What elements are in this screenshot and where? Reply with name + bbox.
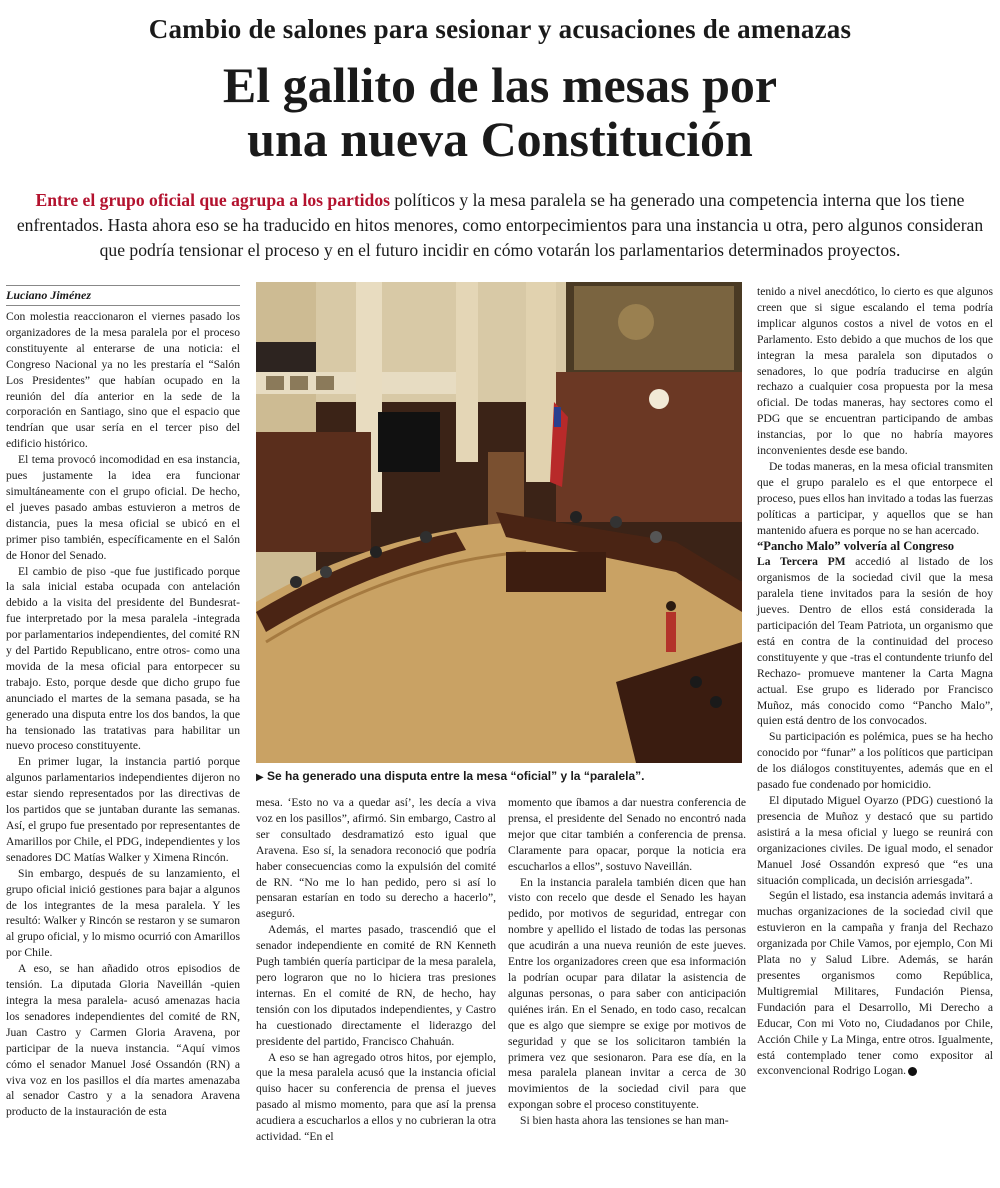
paragraph: tenido a nivel anecdótico, lo cierto es que algunos creen que si sigue escalando el tema podría implicar algunos costos a nivel de votos en el Parlamento. Esto debido a que muchos de los que integran la mesa paralela son diputados o senadores, lo que podría traducirse en algún rechazo a cualquier cosa propuesta por la mesa oficial. De todas maneras, hay sectores como el PDG que se encuentran participando de ambas instancias, por lo que no habría mayores inconvenientes desde ese bando. xyxy=(757,285,993,458)
publication-name: La Tercera PM xyxy=(757,555,846,569)
paragraph: En la instancia paralela también dicen que han visto con recelo que desde el Senado les hayan pedido, por motivos de seguridad, entregar con nombre y apellido el listado de todas las personas que acudirán a una nueva reunión de este jueves. Entre los organizadores creen que esa información la podrían ocupar para dilatar la asistencia de algunas personas, o para saber con anticipación quiénes irán. En el Senado, en todo caso, recalcan que es algo que siempre se exige por motivos de seguridad y que se los solicitaron también la primera vez que sesionaron. Para ese día, en la mesa paralela planean invitar a cerca de 30 movimientos de la sociedad civil para que expongan sobre el proceso constituyente. xyxy=(508,875,746,1112)
paragraph: El diputado Miguel Oyarzo (PDG) cuestionó la presencia de Muñoz y destacó que su partido asistirá a la mesa oficial y luego se reunirá con organizaciones civiles. De igual modo, el senador Manuel José Ossandón expresó que “es una situación complicada, un decisión arriesgada”. xyxy=(757,794,993,887)
byline: Luciano Jiménez xyxy=(6,285,240,306)
paragraph: De todas maneras, en la mesa oficial transmiten que el grupo paralelo es el que entorpece el proceso, pues ellos han invitado a todas las fuerzas políticas a participar, y aquellos que se han mantenido afuera es porque no se han acercado. xyxy=(757,459,993,537)
paragraph-text: Según el listado, esa instancia además invitará a muchas organizaciones de la sociedad civil que estuvieron en la campaña y franja del Rechazo organizada por Chile Vamos, por ejemplo, Con Mi Plata no y Salud Libre. Además, se harán presentes organismos como República, Multigremial Militares, Fundación Piensa, Fundación para el Desarrollo, Mi Derecho a Educar, Con mi Voto no, Ciudadanos por Chile, Acción Chile y La Minga, entre otros. Igualmente, está contemplado tener como expositor al exconvencional Rodrigo Logan. xyxy=(757,889,993,1078)
caption-triangle-icon: ▶ xyxy=(256,772,264,783)
paragraph-text: accedió al listado de los organismos de la sociedad civil que la mesa paralela tiene invitados para la sesión de hoy jueves. Dentro de ellos está considerada la participación del Team Patriota, un organismo que está en contra de la continuidad del proceso constituyente y que -tras el contundente triunfo del Rechazo- promueve mantener la Carta Magna actual. Ese grupo es liderado por Francisco Muñoz, más conocido como “Pancho Malo”, quien está dentro de los convocados. xyxy=(757,555,993,728)
lead-rest: políticos y la mesa paralela se ha generado una competencia interna que los tiene enfrentados. Hasta ahora eso se ha traducido en hitos menores, como entorpecimientos para una instancia u otra, pero algunos consideran que podría tensionar el proceso y en el futuro incidir en cómo votarán los parlamentarios determinados proyectos. xyxy=(16,190,984,260)
column-1 xyxy=(6,309,240,1120)
paragraph xyxy=(757,554,993,729)
paragraph: Si bien hasta ahora las tensiones se han man- xyxy=(520,1114,729,1128)
paragraph: mesa. ‘Esto no va a quedar así’, les decía a viva voz en los pasillos”, afirmó. Sin embargo, Castro al ser consultado desdramatizó esto igual que Aravena. Eso sí, la senadora reconoció que podría haber consecuencias como la expulsión del comité de RN. “No me lo han pedido, pero si así lo pensaran estarían en todo su derecho a hacerlo”, aseguró. xyxy=(256,796,496,921)
lead-highlight: Entre el grupo oficial que agrupa a los partidos xyxy=(35,190,390,210)
paragraph xyxy=(757,888,993,1079)
photo-caption xyxy=(256,769,742,783)
headline-line-2: una nueva Constitución xyxy=(247,111,753,167)
kicker: Cambio de salones para sesionar y acusaciones de amenazas xyxy=(148,14,852,44)
senate-chamber-illustration xyxy=(256,282,742,763)
column-2 xyxy=(256,795,496,1145)
paragraph: Con molestia reaccionaron el viernes pasado los organizadores de la mesa paralela por el proceso constituyente al enterarse de una noticia: el Congreso Nacional ya no les prestaría el “Salón Los Presidentes” que habían ocupado en la reunión del día anterior en la sede de la corporación en Santiago, sino que el espacio que tendrían que usar sería en el tercer piso del edificio histórico. xyxy=(6,310,240,451)
paragraph: Además, el martes pasado, trascendió que el senador independiente en comité de RN Kenneth Pugh también quería participar de la mesa paralela, pero lograron que no lo hiciera tras presiones internas. En el comité de RN, de hecho, hay tensión con los diputados independientes, y Castro ha cuestionado directamente el liderazgo del presidente del partido, Francisco Chahuán. xyxy=(256,923,496,1048)
section-subhead: “Pancho Malo” volvería al Congreso xyxy=(757,538,955,553)
column-3 xyxy=(508,795,746,1129)
paragraph: Su participación es polémica, pues se ha hecho conocido por “funar” a los políticos que participan de los diálogos constituyentes, además que en el pasado fue condenado por homicidio. xyxy=(757,730,993,792)
lead-paragraph xyxy=(10,188,990,263)
end-mark-icon xyxy=(908,1067,917,1076)
column-4 xyxy=(757,284,993,1079)
paragraph: A eso, se han añadido otros episodios de tensión. La diputada Gloria Naveillán -quien integra la mesa paralela- acusó amenazas hacia los senadores independientes del comité de RN, Juan Castro y Carmen Gloria Aravena, por participar de la nueva instancia. “Aquí vimos cómo el senador Manuel José Ossandón (RN) a viva voz en los pasillos el día martes amenazaba al senador Castro y a la senadora Aravena producto de la instauración de esta xyxy=(6,962,240,1119)
headline xyxy=(0,58,1000,166)
paragraph: El cambio de piso -que fue justificado porque la sala inicial estaba ocupada con antelación debido a la visita del presidente del Bundesrat- fue interpretado por la mesa paralela -integrada por parlamentarios independientes, del comité RN y del Partido Republicano, entre otros- como una movida de la mesa oficial para entorpecer su trabajo. Esto, porque desde que dicho grupo fue anunciado el martes de la semana pasada, se ha generado una disputa entre los dos bandos, la que ha tensionado las tratativas para habilitar un nuevo proceso constituyente. xyxy=(6,564,240,753)
headline-line-1: El gallito de las mesas por xyxy=(222,57,778,113)
paragraph: A eso se han agregado otros hitos, por ejemplo, que la mesa paralela acusó que la instancia oficial quiso hacer su conferencia de prensa el jueves pasado al mismo momento, para que así la prensa acudiera a escucharlos a ellos y no cubrieran la otra actividad. “En el xyxy=(256,1050,496,1144)
paragraph: momento que íbamos a dar nuestra conferencia de prensa, el presidente del Senado no encontró nada mejor que citar también a conferencia de prensa. Claramente para opacar, porque la noticia era escucharlos a ellos”, sostuvo Naveillán. xyxy=(508,796,746,873)
caption-text: Se ha generado una disputa entre la mesa “oficial” y la “paralela”. xyxy=(267,769,645,783)
senate-chamber-photo xyxy=(256,282,742,763)
paragraph: En primer lugar, la instancia partió porque algunos parlamentarios independientes dijeron no estar siendo representados por las directivas de los partidos que se juntaban durante las semanas. Así, el grupo fue presentado por representantes de Amarillos por Chile, el PDG, independientes y los senadores DC Matías Walker y Ximena Rincón. xyxy=(6,755,240,864)
paragraph: El tema provocó incomodidad en esa instancia, pues justamente la idea era funcionar simultáneamente con el grupo oficial. De hecho, el jueves pasado ambas estuvieron a metros de distancia, pues la mesa oficial se ubicó en el primer piso también, específicamente en el Salón de Honor del Senado. xyxy=(6,453,240,562)
paragraph: Sin embargo, después de su lanzamiento, el grupo oficial inició gestiones para bajar a algunos de los integrantes de la mesa paralela. Y les resultó: Walker y Rincón se restaron y se sumaron al grupo oficial, y lo mismo ocurrió con Amarillos por Chile. xyxy=(6,866,240,960)
